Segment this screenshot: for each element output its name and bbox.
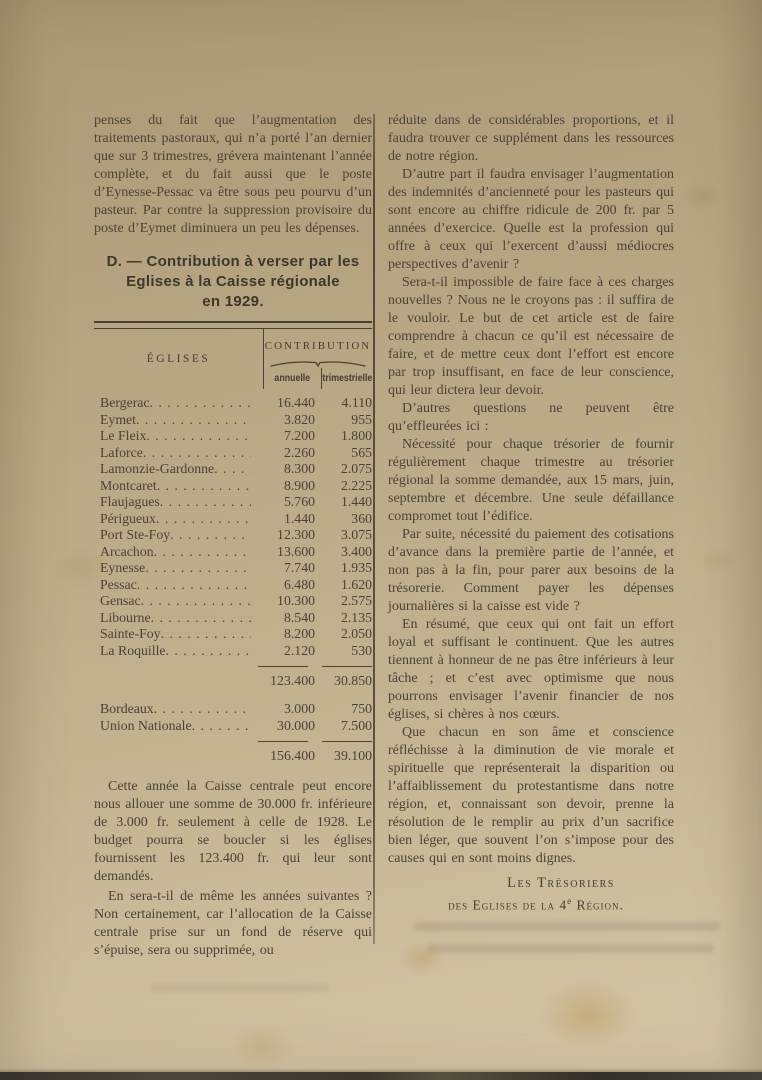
- table-row: [94, 544, 372, 561]
- dot-leader: [145, 560, 251, 577]
- brace-rule: [269, 357, 367, 368]
- section-heading: [87, 252, 379, 312]
- table-row: [94, 626, 372, 643]
- subtotal-row: [94, 673, 372, 689]
- church-name-cell: La Roquille . . .: [100, 643, 251, 660]
- intro-paragraph: penses du fait que l’augmentation des traitements pastoraux, qui n’a porté l’an dernier que sur 3 trimestres, grévera maintenant l’année complète, et du fait aussi que le poste d’Eynesse-Pessac va être sous peu pourvu d’un pasteur. Par contre la suppression provisoire du poste d’Eymet diminuera un peu les dépenses.: [94, 113, 372, 236]
- dot-leader: [146, 428, 251, 445]
- quarterly-amount: 2.075: [340, 461, 372, 476]
- church-name-cell: Gensac . . .: [100, 593, 251, 610]
- table-row: [94, 395, 372, 412]
- annual-amount: 8.300: [283, 461, 315, 476]
- subtotal-rule-quarterly: [322, 666, 372, 667]
- quarterly-amount: 2.575: [340, 593, 372, 608]
- church-name-cell: Sainte-Foy . . .: [100, 626, 251, 643]
- dot-leader: [160, 494, 251, 511]
- dot-leader: [156, 511, 251, 528]
- table-row: [94, 527, 372, 544]
- annual-subheader-cell: [264, 368, 321, 389]
- column-divider-rule: [373, 114, 375, 944]
- quarterly-amount: 2.135: [340, 609, 372, 625]
- quarterly-amount: 955: [351, 411, 372, 427]
- annual-amount: 1.440: [283, 510, 315, 526]
- body-paragraph: Par suite, nécessité du paiement des cotisations d’avance dans la première partie de l’année, et non pas à la fin, pour parer aux besoins de la trésorerie. Comment payer les dépenses journalières si la caisse est vide ?: [388, 527, 674, 614]
- table-row: [94, 494, 372, 511]
- table-header: [94, 329, 372, 389]
- right-column-paragraphs: [388, 112, 674, 868]
- table-row: [94, 718, 372, 735]
- body-paragraph: En sera-t-il de même les années suivantes ? Non certainement, car l’allocation de la Caisse centrale prise sur un fond de réserve qui s’épuise, sera ou supprimée, ou: [94, 889, 372, 958]
- ink-showthrough: [414, 922, 720, 931]
- quarterly-amount: 1.935: [340, 560, 372, 575]
- subtotal-rule-annual: [258, 666, 308, 667]
- body-paragraph: réduite dans de considérables proportions, et il faudra trouver ce supplément dans les ressources de notre région.: [388, 113, 674, 164]
- signature-line-1: Les Trésoriers: [507, 875, 615, 891]
- dot-leader: [151, 610, 251, 627]
- church-name-cell: Lamonzie-Gardonne . . .: [100, 461, 251, 478]
- quarterly-amount: 1.800: [340, 428, 372, 443]
- total-rule-annual: [258, 741, 308, 742]
- table-body: [94, 395, 372, 659]
- church-name-cell: Bordeaux . . .: [100, 701, 251, 718]
- church-name-cell: Le Fleix . . .: [100, 428, 251, 445]
- body-paragraph: D’autre part il faudra envisager l’augmentation des indemnités d’ancienneté pour les pasteurs qui sont encore au chiffre ridicule de 200 fr. par 5 années d’exercice. Quelle est la profession qui offre à ceux qui l’exercent d’aussi médiocres perspectives d’avenir ?: [388, 167, 674, 272]
- quarterly-amount: 4.110: [341, 395, 372, 410]
- table-row: [94, 593, 372, 610]
- body-paragraph: Cette année la Caisse centrale peut encore nous allouer une somme de 30.000 fr. inférieure de 3.000 fr. seulement à celle de 1928. Le budget pourra se boucler si les églises fournissent les 123.400 fr. qui leur sont demandés.: [94, 779, 372, 884]
- dot-leader: [136, 412, 251, 429]
- quarterly-amount: 565: [351, 444, 372, 460]
- dot-leader: [192, 718, 251, 735]
- table-row: [94, 445, 372, 462]
- quarterly-amount: 2.050: [340, 626, 372, 641]
- section-heading-line: D. — Contribution à verser par les: [106, 253, 360, 270]
- annual-amount: 5.760: [283, 494, 315, 509]
- church-name-cell: Laforce . . .: [100, 445, 251, 462]
- church-name-cell: Arcachon . . .: [100, 544, 251, 561]
- annual-amount: 8.200: [283, 626, 315, 641]
- dot-leader: [166, 643, 251, 660]
- eglises-column-label: ÉGLISES: [146, 353, 211, 365]
- table-row: [94, 478, 372, 495]
- dot-leader: [214, 461, 251, 478]
- dot-leader: [154, 544, 251, 561]
- annual-amount: 7.200: [283, 428, 315, 443]
- dot-leader: [137, 577, 251, 594]
- contribution-column-label: CONTRIBUTION: [264, 340, 372, 352]
- annual-amount: 2.120: [283, 642, 315, 658]
- scan-bottom-edge: [0, 1072, 762, 1080]
- annual-amount: 12.300: [277, 527, 315, 542]
- quarterly-amount: 2.225: [340, 477, 372, 493]
- church-name-cell: Flaujagues . . .: [100, 494, 251, 511]
- table-row: [94, 511, 372, 528]
- table-row: [94, 577, 372, 594]
- subtotal-annual: 123.400: [270, 673, 315, 688]
- church-name-cell: Périgueux . . .: [100, 511, 251, 528]
- quarterly-amount: 3.075: [340, 527, 372, 542]
- subtotal-rules: [94, 666, 372, 667]
- total-rules: [94, 741, 372, 742]
- annual-amount: 7.740: [283, 560, 315, 575]
- church-name-cell: Bergerac . . .: [100, 395, 251, 412]
- table-top-rule: [94, 321, 372, 329]
- church-name-cell: Eynesse . . .: [100, 560, 251, 577]
- quarterly-amount: 7.500: [340, 717, 372, 733]
- dot-leader: [161, 626, 251, 643]
- annual-amount: 2.260: [283, 444, 315, 460]
- table-row: [94, 610, 372, 627]
- quarterly-amount: 360: [351, 510, 372, 526]
- total-rule-quarterly: [322, 741, 372, 742]
- signature-line-2: des Eglises de la 4e Région.: [448, 896, 624, 913]
- annual-amount: 8.540: [283, 609, 315, 625]
- dot-leader: [157, 478, 251, 495]
- church-name-cell: Montcaret . . .: [100, 478, 251, 495]
- body-paragraph: D’autres questions ne peuvent être qu’effleurées ici :: [388, 401, 674, 434]
- quarterly-amount: 750: [351, 701, 372, 716]
- dot-leader: [154, 701, 251, 718]
- annual-amount: 13.600: [277, 543, 315, 559]
- annual-amount: 8.900: [283, 477, 315, 493]
- ink-showthrough: [150, 984, 330, 992]
- body-paragraph: Sera-t-il impossible de faire face à ces charges nouvelles ? Nous ne le croyons pas : il suffira de le vouloir. Le but de cet article est de faire comprendre à chacun ce qu’il est nécessaire de faire, et de mettre ceux dont l’effort est encore par trop insuffisant, en face de leur conscience, qui leur dictera leur devoir.: [388, 275, 674, 398]
- quarterly-amount: 3.400: [340, 543, 372, 559]
- dot-leader: [143, 445, 251, 462]
- church-name-cell: Eymet . . .: [100, 412, 251, 429]
- table-header-contribution-cell: [264, 329, 372, 389]
- annual-column-label: annuelle: [274, 372, 311, 384]
- table-row: [94, 428, 372, 445]
- church-name-cell: Pessac . . .: [100, 577, 251, 594]
- total-quarterly: 39.100: [334, 748, 372, 763]
- dot-leader: [170, 527, 251, 544]
- ink-showthrough: [428, 944, 714, 953]
- annual-amount: 6.480: [283, 576, 315, 592]
- dot-leader: [141, 593, 251, 610]
- body-paragraph: En résumé, que ceux qui ont fait un effort loyal et suffisant le continuent. Que les autres tiennent à honneur de ne pas être inférieurs à leur tâche ; et c’est avec optimisme que nous pourrons envisager l’avenir financier de nos églises, si chères à nos cœurs.: [388, 617, 674, 722]
- table-row: [94, 701, 372, 718]
- table-extra-rows: [94, 701, 372, 734]
- contribution-table: [94, 321, 372, 764]
- quarterly-column-label: trimestrielle: [322, 372, 372, 384]
- table-header-eglises-cell: [94, 329, 264, 389]
- total-annual: 156.400: [270, 748, 315, 763]
- table-row: [94, 643, 372, 660]
- table-row: [94, 461, 372, 478]
- annual-amount: 10.300: [277, 593, 315, 608]
- section-heading-line: Eglises à la Caisse régionale: [126, 273, 340, 290]
- table-row: [94, 412, 372, 429]
- quarterly-subheader-cell: [321, 368, 372, 389]
- subtotal-quarterly: 30.850: [334, 673, 372, 688]
- quarterly-amount: 530: [351, 642, 372, 658]
- body-paragraph: Nécessité pour chaque trésorier de fournir régulièrement chaque trimestre au trésorier régional la somme demandée, aux 15 mars, juin, septembre et décembre. Une seule défaillance compromet tout l’édifice.: [388, 437, 674, 524]
- body-paragraph: Que chacun en son âme et conscience réfléchisse à la diminution de vie morale et spirituelle que représenterait la disparition ou l’affaiblissement du protestantisme dans notre région, et, connaissant son devoir, prenne la résolution de le remplir au prix d’un sacrifice bien léger, que souvent l’on s’impose pour des causes qui en sont moins dignes.: [388, 725, 674, 866]
- table-subheader-row: [264, 368, 372, 389]
- annual-amount: 16.440: [277, 395, 315, 410]
- annual-amount: 3.000: [283, 701, 315, 716]
- church-name-cell: Libourne . . .: [100, 610, 251, 627]
- total-row: [94, 748, 372, 764]
- annual-amount: 3.820: [283, 411, 315, 427]
- church-name-cell: Union Nationale . . .: [100, 718, 251, 735]
- signature-block: [388, 874, 674, 915]
- church-name-cell: Port Ste-Foy . . .: [100, 527, 251, 544]
- quarterly-amount: 1.620: [340, 576, 372, 592]
- right-column: [388, 112, 674, 915]
- annual-amount: 30.000: [277, 717, 315, 733]
- section-heading-line: en 1929.: [202, 293, 264, 310]
- quarterly-amount: 1.440: [340, 494, 372, 509]
- left-column: [94, 112, 372, 960]
- dot-leader: [150, 395, 251, 412]
- table-row: [94, 560, 372, 577]
- left-column-paragraphs: [94, 778, 372, 960]
